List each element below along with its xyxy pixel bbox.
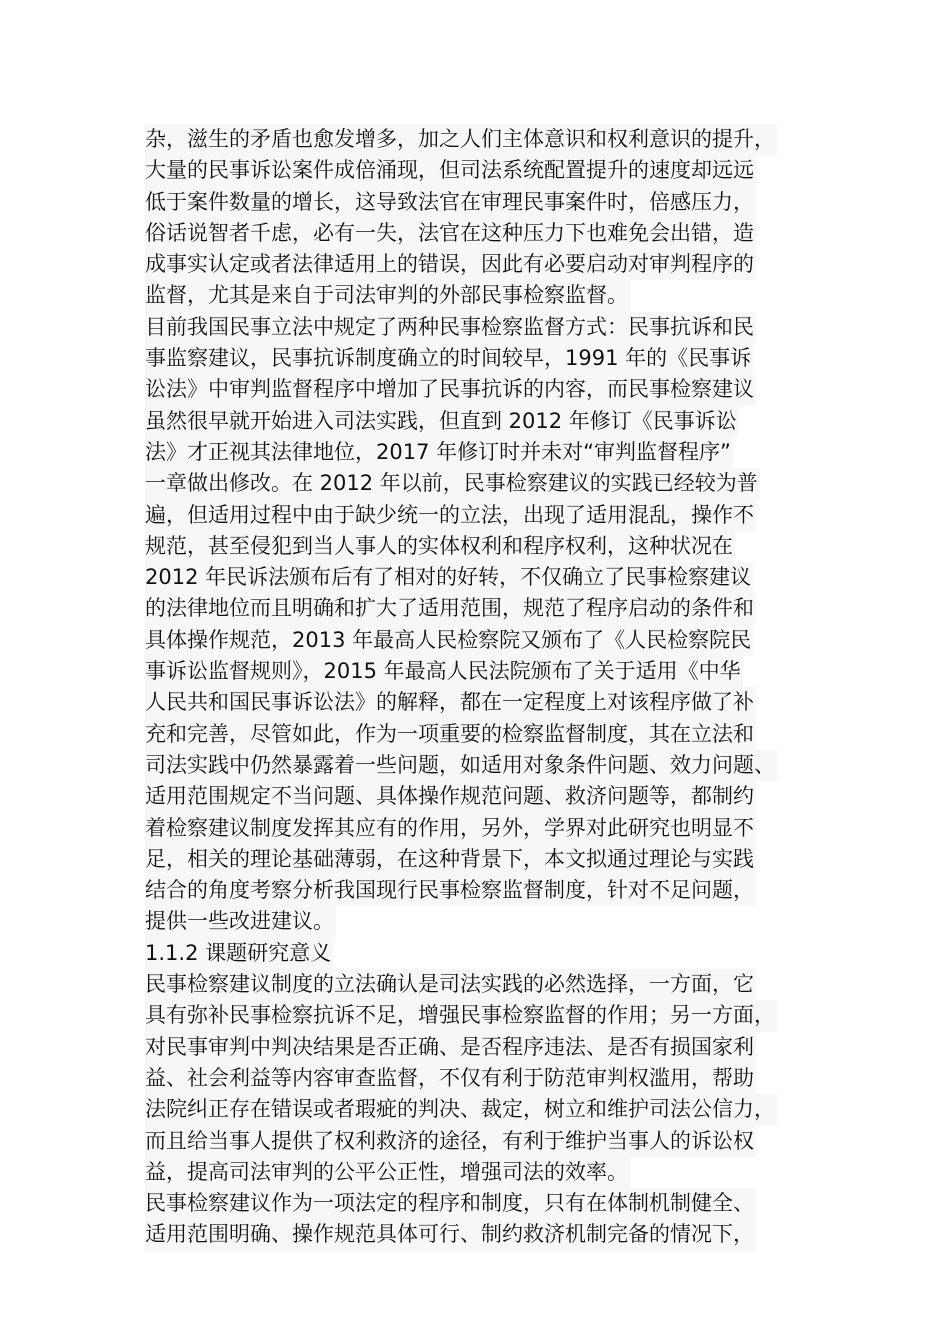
text-line: 具体操作规范，2013 年最高人民检察院又颁布了《人民检察院民 [145, 625, 753, 656]
text-line: 人民共和国民事诉讼法》的解释，都在一定程度上对该程序做了补 [145, 687, 756, 718]
text-line: 事诉讼监督规则》，2015 年最高人民法院颁布了关于适用《中华 [145, 656, 743, 687]
document-body [145, 124, 813, 1251]
text-line: 司法实践中仍然暴露着一些问题，如适用对象条件问题、效力问题、 [145, 750, 777, 781]
text-line: 虽然很早就开始进入司法实践，但直到 2012 年修订《民事诉讼 [145, 406, 739, 437]
text-line: 法院纠正存在错误或者瑕疵的判决、裁定，树立和维护司法公信力， [145, 1094, 777, 1125]
text-line: 成事实认定或者法律适用上的错误，因此有必要启动对审判程序的 [145, 249, 756, 280]
text-line: 遍，但适用过程中由于缺少统一的立法，出现了适用混乱，操作不 [145, 500, 756, 531]
text-line: 事监察建议，民事抗诉制度确立的时间较早，1991 年的《民事诉 [145, 343, 753, 374]
text-line: 民事检察建议制度的立法确认是司法实践的必然选择，一方面，它 [145, 969, 756, 1000]
section-heading: 1.1.2 课题研究意义 [145, 938, 333, 969]
text-line: 监督，尤其是来自于司法审判的外部民事检察监督。 [145, 280, 630, 311]
text-line: 结合的角度考察分析我国现行民事检察监督制度，针对不足问题， [145, 875, 756, 906]
text-line: 规范，甚至侵犯到当人事人的实体权利和程序权利，这种状况在 [145, 531, 735, 562]
text-line: 法》才正视其法律地位，2017 年修订时并未对“审判监督程序” [145, 437, 733, 468]
text-line: 充和完善，尽管如此，作为一项重要的检察监督制度，其在立法和 [145, 719, 756, 750]
text-line: 益、社会利益等内容审查监督，不仅有利于防范审判权滥用，帮助 [145, 1063, 756, 1094]
text-line: 对民事审判中判决结果是否正确、是否程序违法、是否有损国家利 [145, 1032, 756, 1063]
text-line: 具有弥补民事检察抗诉不足，增强民事检察监督的作用；另一方面， [145, 1000, 777, 1031]
text-line: 俗话说智者千虑，必有一失，法官在这种压力下也难免会出错，造 [145, 218, 756, 249]
text-line: 的法律地位而且明确和扩大了适用范围，规范了程序启动的条件和 [145, 593, 756, 624]
text-line: 一章做出修改。在 2012 年以前，民事检察建议的实践已经较为普 [145, 468, 760, 499]
text-line: 适用范围规定不当问题、具体操作规范问题、救济问题等，都制约 [145, 781, 756, 812]
text-line: 讼法》中审判监督程序中增加了民事抗诉的内容，而民事检察建议 [145, 374, 756, 405]
text-line: 足，相关的理论基础薄弱，在这种背景下，本文拟通过理论与实践 [145, 844, 756, 875]
text-line: 民事检察建议作为一项法定的程序和制度，只有在体制机制健全、 [145, 1188, 756, 1219]
text-line: 益，提高司法审判的公平公正性，增强司法的效率。 [145, 1157, 630, 1188]
text-line: 2012 年民诉法颁布后有了相对的好转，不仅确立了民事检察建议 [145, 562, 753, 593]
text-line: 杂，滋生的矛盾也愈发增多，加之人们主体意识和权利意识的提升， [145, 124, 777, 155]
text-line: 着检察建议制度发挥其应有的作用，另外，学界对此研究也明显不 [145, 813, 756, 844]
text-line: 低于案件数量的增长，这导致法官在审理民事案件时，倍感压力， [145, 187, 756, 218]
text-line: 而且给当事人提供了权利救济的途径，有利于维护当事人的诉讼权 [145, 1126, 756, 1157]
text-line: 适用范围明确、操作规范具体可行、制约救济机制完备的情况下， [145, 1219, 756, 1250]
text-line: 提供一些改进建议。 [145, 906, 336, 937]
text-line: 大量的民事诉讼案件成倍涌现，但司法系统配置提升的速度却远远 [145, 155, 756, 186]
text-line: 目前我国民事立法中规定了两种民事检察监督方式：民事抗诉和民 [145, 312, 756, 343]
